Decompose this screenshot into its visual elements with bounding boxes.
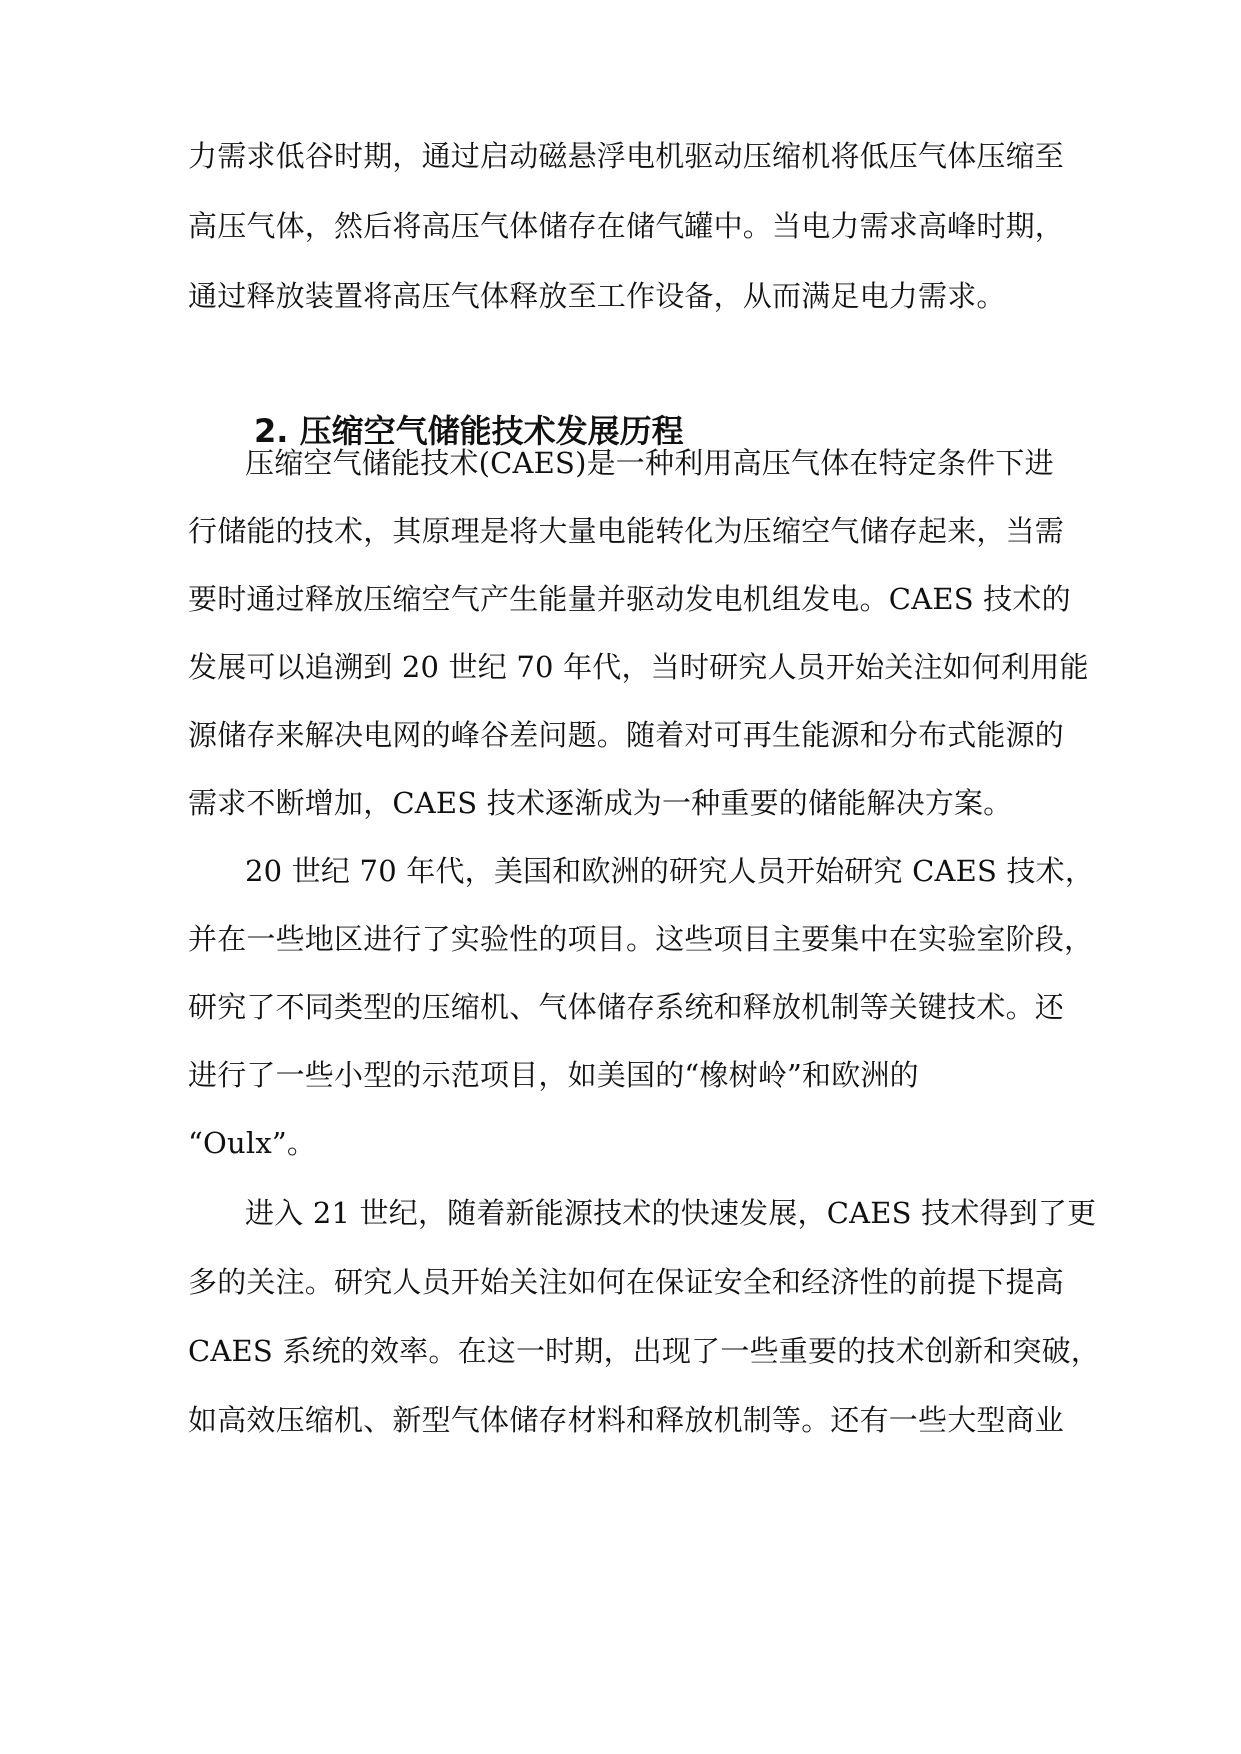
paragraph1-line-2: 行储能的技术，其原理是将大量电能转化为压缩空气储存起来，当需 <box>188 514 1065 548</box>
paragraph1-line-6: 需求不断增加，CAES 技术逐渐成为一种重要的储能解决方案。 <box>188 786 1013 820</box>
paragraph2-line-1: 20 世纪 70 年代，美国和欧洲的研究人员开始研究 CAES 技术， <box>245 854 1095 888</box>
intro-line-3: 通过释放装置将高压气体释放至工作设备，从而满足电力需求。 <box>188 279 1006 313</box>
intro-line-1: 力需求低谷时期，通过启动磁悬浮电机驱动压缩机将低压气体压缩至 <box>188 139 1065 173</box>
paragraph3-line-2: 多的关注。研究人员开始关注如何在保证安全和经济性的前提下提高 <box>188 1265 1065 1299</box>
paragraph1-line-3: 要时通过释放压缩空气产生能量并驱动发电机组发电。CAES 技术的 <box>188 582 1071 616</box>
paragraph1-line-4: 发展可以追溯到 20 世纪 70 年代，当时研究人员开始关注如何利用能 <box>188 650 1089 684</box>
section-heading: 2. 压缩空气储能技术发展历程 <box>254 412 684 450</box>
paragraph3-line-3: CAES 系统的效率。在这一时期，出现了一些重要的技术创新和突破， <box>188 1334 1100 1368</box>
paragraph2-line-2: 并在一些地区进行了实验性的项目。这些项目主要集中在实验室阶段， <box>188 922 1094 956</box>
paragraph2-line-3: 研究了不同类型的压缩机、气体储存系统和释放机制等关键技术。还 <box>188 990 1065 1024</box>
paragraph2-line-5: “Oulx”。 <box>188 1126 317 1160</box>
paragraph3-line-4: 如高效压缩机、新型气体储存材料和释放机制等。还有一些大型商业 <box>188 1403 1065 1437</box>
paragraph3-line-1: 进入 21 世纪，随着新能源技术的快速发展，CAES 技术得到了更 <box>245 1196 1097 1230</box>
paragraph1-line-1: 压缩空气储能技术(CAES)是一种利用高压气体在特定条件下进 <box>245 446 1054 480</box>
paragraph1-line-5: 源储存来解决电网的峰谷差问题。随着对可再生能源和分布式能源的 <box>188 718 1065 752</box>
intro-line-2: 高压气体，然后将高压气体储存在储气罐中。当电力需求高峰时期， <box>188 209 1065 243</box>
paragraph2-line-4: 进行了一些小型的示范项目，如美国的“橡树岭”和欧洲的 <box>188 1058 919 1092</box>
